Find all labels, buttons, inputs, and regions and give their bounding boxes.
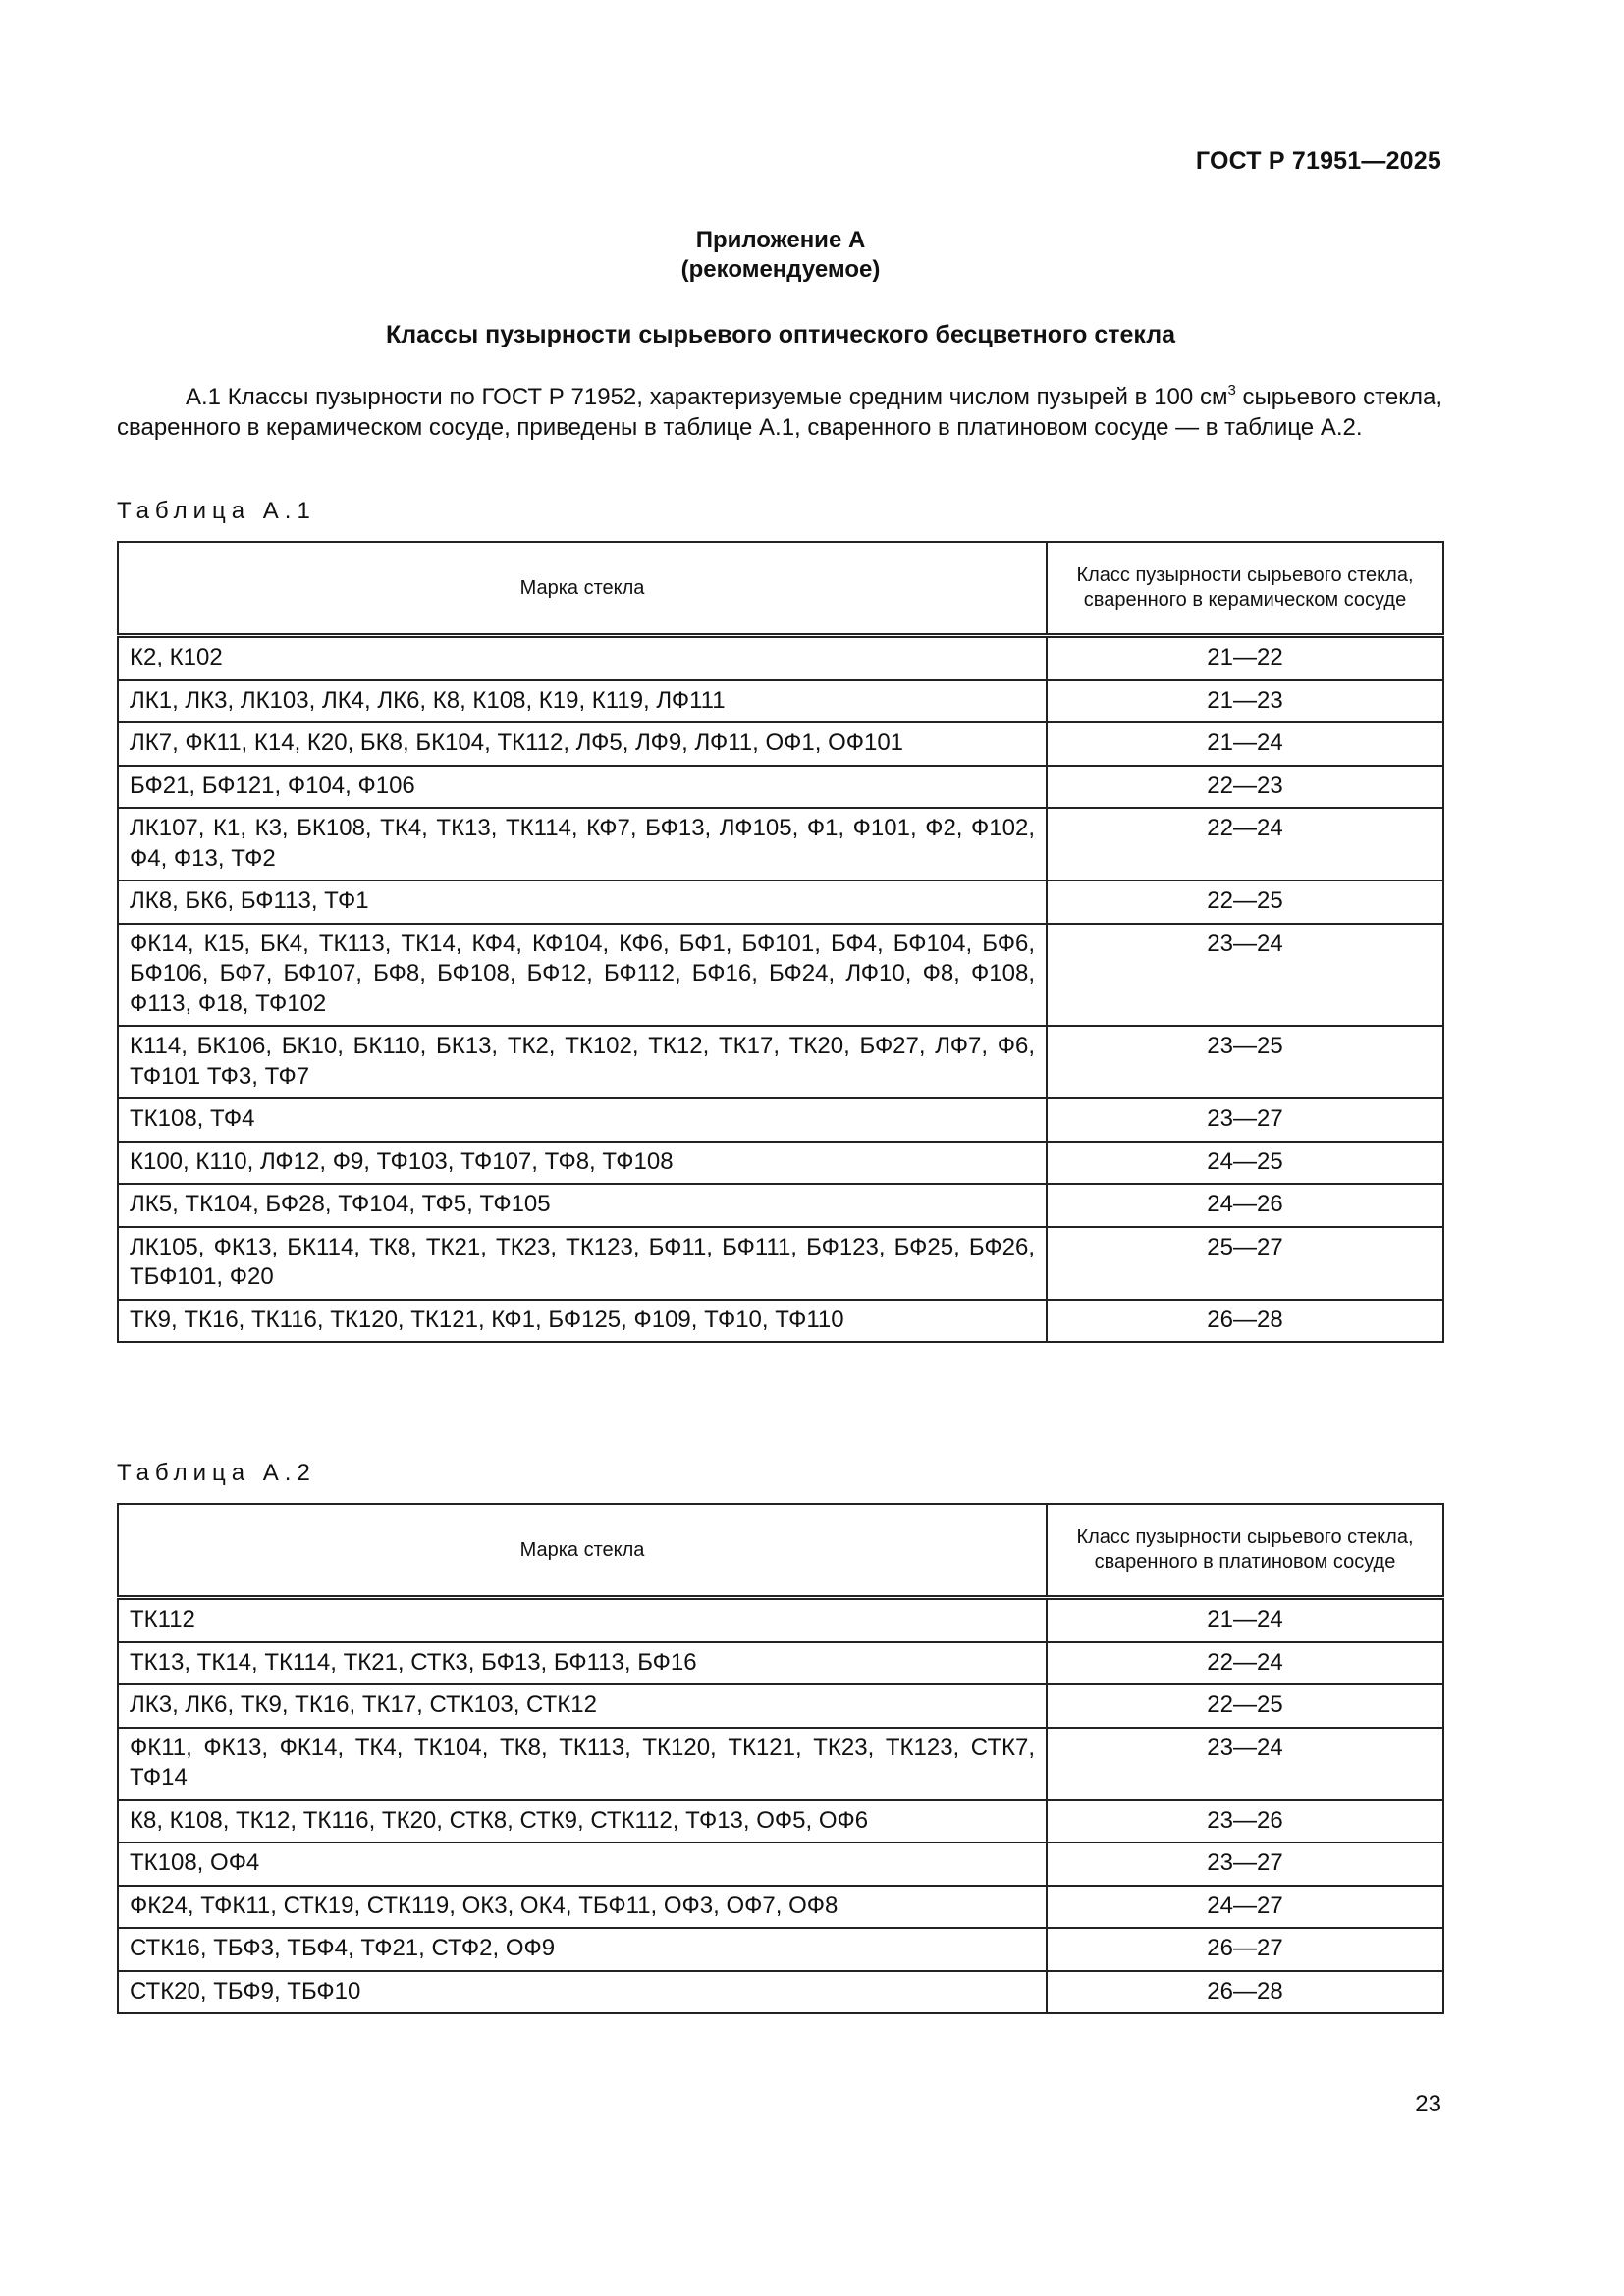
intro-paragraph [117, 383, 1442, 443]
glass-grades-cell: СТК16, ТБФ3, ТБФ4, ТФ21, СТФ2, ОФ9 [118, 1928, 1047, 1971]
table-row [118, 1928, 1443, 1971]
glass-grades-cell: ФК24, ТФК11, СТК19, СТК119, ОК3, ОК4, ТБФ11, ОФ3, ОФ7, ОФ8 [118, 1886, 1047, 1929]
glass-grades-cell: СТК20, ТБФ9, ТБФ10 [118, 1971, 1047, 2014]
table-row [118, 680, 1443, 723]
table-row [118, 1142, 1443, 1185]
table-row [118, 766, 1443, 809]
bubble-class-cell: 26—28 [1047, 1300, 1443, 1343]
glass-grades-cell: БФ21, БФ121, Ф104, Ф106 [118, 766, 1047, 809]
paragraph-text-start: А.1 Классы пузырности по ГОСТ Р 71952, характеризуемые средним числом пузырей в 100 см [186, 384, 1228, 410]
page-number: 23 [1415, 2091, 1441, 2117]
bubble-class-cell: 24—27 [1047, 1886, 1443, 1929]
bubble-class-cell: 23—24 [1047, 924, 1443, 1027]
column-header-bubble-class: Класс пузырности сырьевого стекла, сваренного в платиновом сосуде [1047, 1504, 1443, 1598]
table-row [118, 1684, 1443, 1728]
glass-grades-cell: ФК14, К15, БК4, ТК113, ТК14, КФ4, КФ104, КФ6, БФ1, БФ101, БФ4, БФ104, БФ6, БФ106, БФ7, БФ107, БФ8, БФ108, БФ12, БФ112, БФ16, БФ24, ЛФ10, Ф8, Ф108, Ф113, Ф18, ТФ102 [118, 924, 1047, 1027]
table-row [118, 1184, 1443, 1227]
table-row [118, 1098, 1443, 1142]
bubble-class-cell: 22—24 [1047, 808, 1443, 881]
table-a2-body [118, 1598, 1443, 2014]
bubble-class-cell: 23—25 [1047, 1026, 1443, 1098]
table-header-row [118, 1504, 1443, 1598]
table-row [118, 1886, 1443, 1929]
glass-grades-cell: ТК9, ТК16, ТК116, ТК120, ТК121, КФ1, БФ125, Ф109, ТФ10, ТФ110 [118, 1300, 1047, 1343]
table-header-row [118, 542, 1443, 636]
table-row [118, 1842, 1443, 1886]
table-row [118, 924, 1443, 1027]
column-header-bubble-class: Класс пузырности сырьевого стекла, сваренного в керамическом сосуде [1047, 542, 1443, 636]
table-a1-body [118, 636, 1443, 1343]
glass-grades-cell: ЛК7, ФК11, К14, К20, БК8, БК104, ТК112, ЛФ5, ЛФ9, ЛФ11, ОФ1, ОФ101 [118, 722, 1047, 766]
table-a1-caption: Таблица А.1 [117, 498, 316, 524]
glass-grades-cell: ТК108, ОФ4 [118, 1842, 1047, 1886]
table-row [118, 1227, 1443, 1300]
paragraph-superscript: 3 [1227, 382, 1236, 399]
column-header-grade: Марка стекла [118, 542, 1047, 636]
table-a2 [117, 1503, 1444, 2014]
table-row [118, 636, 1443, 680]
table-row [118, 808, 1443, 881]
glass-grades-cell: ЛК105, ФК13, БК114, ТК8, ТК21, ТК23, ТК123, БФ11, БФ111, БФ123, БФ25, БФ26, ТБФ101, Ф20 [118, 1227, 1047, 1300]
table-row [118, 881, 1443, 924]
glass-grades-cell: К100, К110, ЛФ12, Ф9, ТФ103, ТФ107, ТФ8, ТФ108 [118, 1142, 1047, 1185]
bubble-class-cell: 24—25 [1047, 1142, 1443, 1185]
table-row [118, 722, 1443, 766]
glass-grades-cell: ФК11, ФК13, ФК14, ТК4, ТК104, ТК8, ТК113, ТК120, ТК121, ТК23, ТК123, СТК7, ТФ14 [118, 1728, 1047, 1800]
bubble-class-cell: 26—28 [1047, 1971, 1443, 2014]
bubble-class-cell: 21—24 [1047, 722, 1443, 766]
glass-grades-cell: ЛК3, ЛК6, ТК9, ТК16, ТК17, СТК103, СТК12 [118, 1684, 1047, 1728]
glass-grades-cell: ЛК5, ТК104, БФ28, ТФ104, ТФ5, ТФ105 [118, 1184, 1047, 1227]
glass-grades-cell: К8, К108, ТК12, ТК116, ТК20, СТК8, СТК9, СТК112, ТФ13, ОФ5, ОФ6 [118, 1800, 1047, 1843]
bubble-class-cell: 22—23 [1047, 766, 1443, 809]
glass-grades-cell: ЛК107, К1, К3, БК108, ТК4, ТК13, ТК114, КФ7, БФ13, ЛФ105, Ф1, Ф101, Ф2, Ф102, Ф4, Ф13, ТФ2 [118, 808, 1047, 881]
bubble-class-cell: 24—26 [1047, 1184, 1443, 1227]
table-a2-caption: Таблица А.2 [117, 1460, 316, 1486]
glass-grades-cell: ЛК1, ЛК3, ЛК103, ЛК4, ЛК6, К8, К108, К19, К119, ЛФ111 [118, 680, 1047, 723]
bubble-class-cell: 23—27 [1047, 1842, 1443, 1886]
bubble-class-cell: 22—24 [1047, 1642, 1443, 1685]
table-row [118, 1300, 1443, 1343]
glass-grades-cell: ТК108, ТФ4 [118, 1098, 1047, 1142]
glass-grades-cell: К2, К102 [118, 636, 1047, 680]
bubble-class-cell: 23—26 [1047, 1800, 1443, 1843]
glass-grades-cell: К114, БК106, БК10, БК110, БК13, ТК2, ТК102, ТК12, ТК17, ТК20, БФ27, ЛФ7, Ф6, ТФ101 ТФ3, ТФ7 [118, 1026, 1047, 1098]
table-row [118, 1598, 1443, 1642]
paragraph-text-end: сырьевого стекла, сваренного в керамическом сосуде, приведены в таблице А.1, сваренного в платиновом сосуде — в таблице А.2. [117, 384, 1442, 441]
annex-heading [0, 226, 1561, 285]
bubble-class-cell: 22—25 [1047, 881, 1443, 924]
table-row [118, 1642, 1443, 1685]
table-row [118, 1026, 1443, 1098]
annex-status: (рекомендуемое) [680, 256, 881, 283]
glass-grades-cell: ЛК8, БК6, БФ113, ТФ1 [118, 881, 1047, 924]
glass-grades-cell: ТК112 [118, 1598, 1047, 1642]
table-row [118, 1971, 1443, 2014]
bubble-class-cell: 26—27 [1047, 1928, 1443, 1971]
bubble-class-cell: 23—24 [1047, 1728, 1443, 1800]
bubble-class-cell: 23—27 [1047, 1098, 1443, 1142]
column-header-grade: Марка стекла [118, 1504, 1047, 1598]
bubble-class-cell: 25—27 [1047, 1227, 1443, 1300]
bubble-class-cell: 22—25 [1047, 1684, 1443, 1728]
bubble-class-cell: 21—24 [1047, 1598, 1443, 1642]
table-row [118, 1800, 1443, 1843]
table-a1 [117, 541, 1444, 1343]
section-title: Классы пузырности сырьевого оптического бесцветного стекла [386, 321, 1175, 348]
bubble-class-cell: 21—22 [1047, 636, 1443, 680]
document-code: ГОСТ Р 71951—2025 [1195, 147, 1441, 175]
annex-title: Приложение А [695, 227, 866, 253]
bubble-class-cell: 21—23 [1047, 680, 1443, 723]
glass-grades-cell: ТК13, ТК14, ТК114, ТК21, СТК3, БФ13, БФ113, БФ16 [118, 1642, 1047, 1685]
table-row [118, 1728, 1443, 1800]
